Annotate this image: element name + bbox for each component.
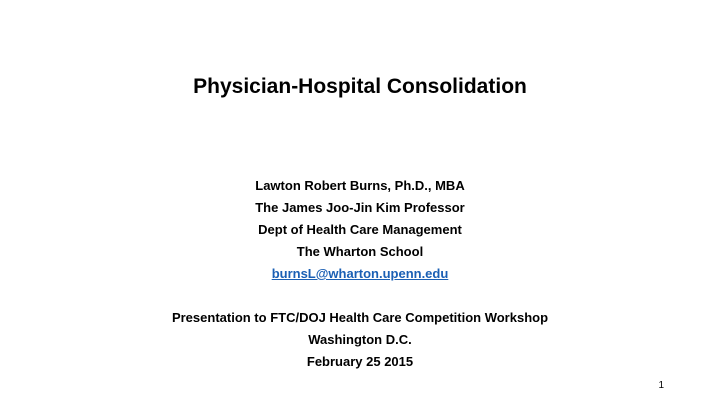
- author-name: Lawton Robert Burns, Ph.D., MBA: [255, 178, 465, 193]
- email-link[interactable]: burnsL@wharton.upenn.edu: [271, 266, 449, 281]
- author-school: The Wharton School: [296, 244, 424, 259]
- presentation-venue: Presentation to FTC/DOJ Health Care Competition Workshop: [171, 310, 549, 325]
- presentation-location: Washington D.C.: [308, 332, 412, 347]
- slide-title: Physician-Hospital Consolidation: [193, 75, 527, 98]
- presentation-date: February 25 2015: [306, 354, 414, 369]
- author-department: Dept of Health Care Management: [258, 222, 462, 237]
- email-line: [0, 265, 720, 283]
- page-number: 1: [658, 380, 664, 391]
- author-position: The James Joo-Jin Kim Professor: [255, 200, 465, 215]
